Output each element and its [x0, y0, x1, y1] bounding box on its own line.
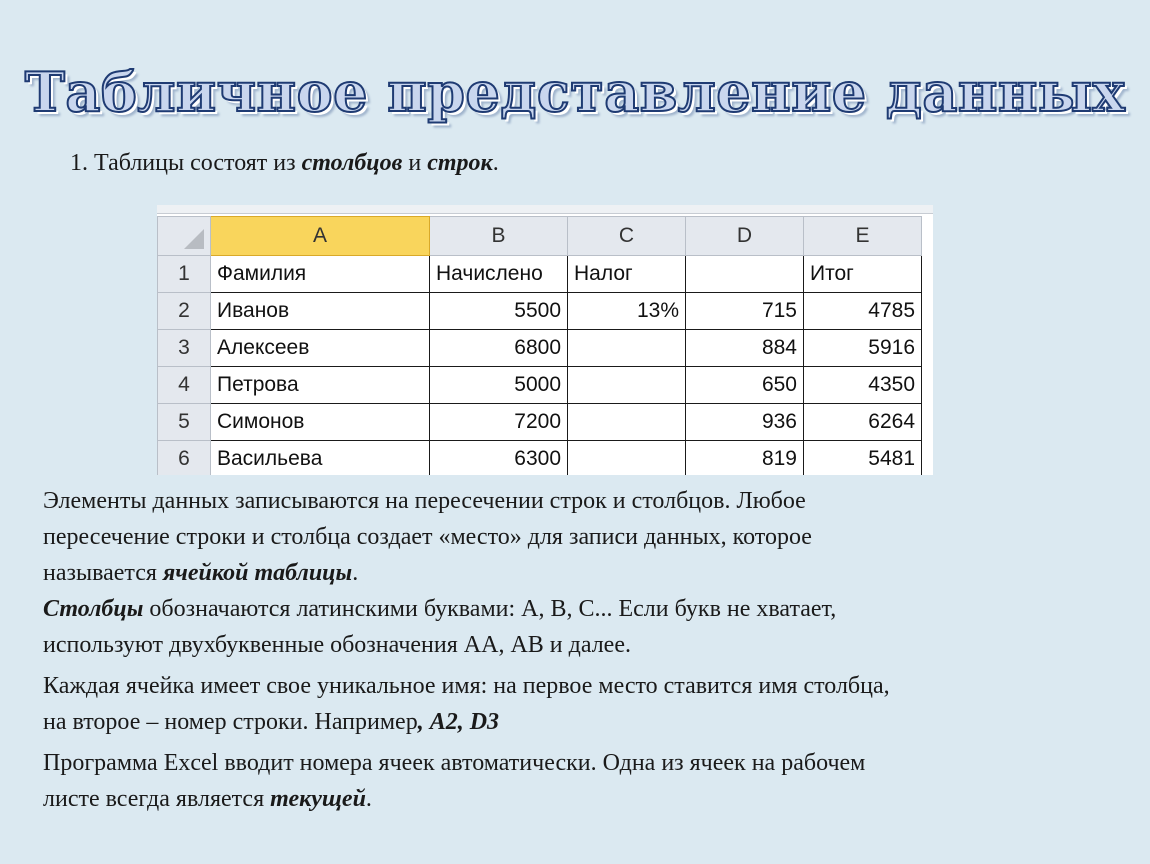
text-span: называется	[43, 560, 163, 586]
cell-a5[interactable]: Симонов	[211, 404, 430, 441]
table-row	[158, 404, 922, 441]
sheet-top-edge	[157, 205, 933, 214]
cell-c3[interactable]	[568, 330, 686, 367]
em-columns-term: Столбцы	[43, 596, 144, 622]
cell-b4[interactable]: 5000	[430, 367, 568, 404]
cell-c5[interactable]	[568, 404, 686, 441]
column-header-row	[158, 217, 922, 256]
table-row	[158, 441, 922, 476]
row-header[interactable]: 6	[158, 441, 211, 476]
row-header[interactable]: 3	[158, 330, 211, 367]
intro-em-rows: строк	[427, 150, 493, 176]
paragraph-line	[43, 781, 1123, 817]
intro-text-after: .	[492, 150, 499, 176]
cell-a6[interactable]: Васильева	[211, 441, 430, 476]
cell-a2[interactable]: Иванов	[211, 293, 430, 330]
intro-line	[70, 150, 499, 177]
paragraph-line	[43, 704, 1123, 740]
paragraph-columns	[43, 591, 1123, 663]
select-all-triangle-icon	[184, 229, 204, 249]
column-header-a[interactable]: A	[211, 217, 430, 256]
paragraph-cells	[43, 483, 1123, 591]
row-header[interactable]: 1	[158, 256, 211, 293]
cell-b5[interactable]: 7200	[430, 404, 568, 441]
cell-c2[interactable]: 13%	[568, 293, 686, 330]
column-header-b[interactable]: B	[430, 217, 568, 256]
table-row	[158, 293, 922, 330]
column-header-e[interactable]: E	[804, 217, 922, 256]
paragraph-line: используют двухбуквенные обозначения АА, АВ и далее.	[43, 632, 631, 658]
cell-a3[interactable]: Алексеев	[211, 330, 430, 367]
paragraph-line: пересечение строки и столбца создает «место» для записи данных, которое	[43, 524, 812, 550]
text-span: обозначаются латинскими буквами: А, В, С... Если букв не хватает,	[143, 596, 837, 622]
row-header[interactable]: 2	[158, 293, 211, 330]
cell-c6[interactable]	[568, 441, 686, 476]
slide-title: Табличное представление данных	[24, 60, 1126, 124]
row-header[interactable]: 5	[158, 404, 211, 441]
cell-d6[interactable]: 819	[686, 441, 804, 476]
text-span: листе всегда является	[43, 786, 271, 812]
cell-b3[interactable]: 6800	[430, 330, 568, 367]
column-header-d[interactable]: D	[686, 217, 804, 256]
list-number: 1.	[70, 150, 88, 176]
row-header[interactable]: 4	[158, 367, 211, 404]
cell-d4[interactable]: 650	[686, 367, 804, 404]
table-row	[158, 256, 922, 293]
cell-d1[interactable]	[686, 256, 804, 293]
spreadsheet-image	[157, 205, 933, 475]
paragraph-line	[43, 555, 1123, 591]
intro-em-columns: столбцов	[301, 150, 403, 176]
intro-text-mid: и	[402, 150, 428, 176]
cell-b1[interactable]: Начислено	[430, 256, 568, 293]
cell-b2[interactable]: 5500	[430, 293, 568, 330]
cell-e2[interactable]: 4785	[804, 293, 922, 330]
column-header-c[interactable]: C	[568, 217, 686, 256]
cell-d5[interactable]: 936	[686, 404, 804, 441]
cell-d3[interactable]: 884	[686, 330, 804, 367]
paragraph-line: Каждая ячейка имеет свое уникальное имя: на первое место ставится имя столбца,	[43, 673, 890, 699]
cell-e6[interactable]: 5481	[804, 441, 922, 476]
paragraph-line: Программа Excel вводит номера ячеек автоматически. Одна из ячеек на рабочем	[43, 750, 866, 776]
cell-e3[interactable]: 5916	[804, 330, 922, 367]
em-example-cells: , A2, D3	[417, 709, 500, 735]
paragraph-line: Элементы данных записываются на пересечении строк и столбцов. Любое	[43, 488, 806, 514]
cell-e1[interactable]: Итог	[804, 256, 922, 293]
cell-b6[interactable]: 6300	[430, 441, 568, 476]
select-all-corner[interactable]	[158, 217, 211, 256]
em-cell-term: ячейкой таблицы	[162, 560, 353, 586]
text-span: .	[365, 786, 372, 812]
cell-c1[interactable]: Налог	[568, 256, 686, 293]
cell-d2[interactable]: 715	[686, 293, 804, 330]
text-span: на второе – номер строки. Например	[43, 709, 418, 735]
cell-e4[interactable]: 4350	[804, 367, 922, 404]
text-span: .	[352, 560, 359, 586]
paragraph-excel	[43, 745, 1123, 817]
spreadsheet-grid	[157, 216, 922, 475]
cell-e5[interactable]: 6264	[804, 404, 922, 441]
paragraph-line	[43, 591, 1123, 627]
intro-text-before: Таблицы состоят из	[94, 150, 302, 176]
paragraph-cell-name	[43, 668, 1123, 740]
cell-a1[interactable]: Фамилия	[211, 256, 430, 293]
em-current-term: текущей	[270, 786, 366, 812]
table-row	[158, 330, 922, 367]
cell-a4[interactable]: Петрова	[211, 367, 430, 404]
cell-c4[interactable]	[568, 367, 686, 404]
table-row	[158, 367, 922, 404]
